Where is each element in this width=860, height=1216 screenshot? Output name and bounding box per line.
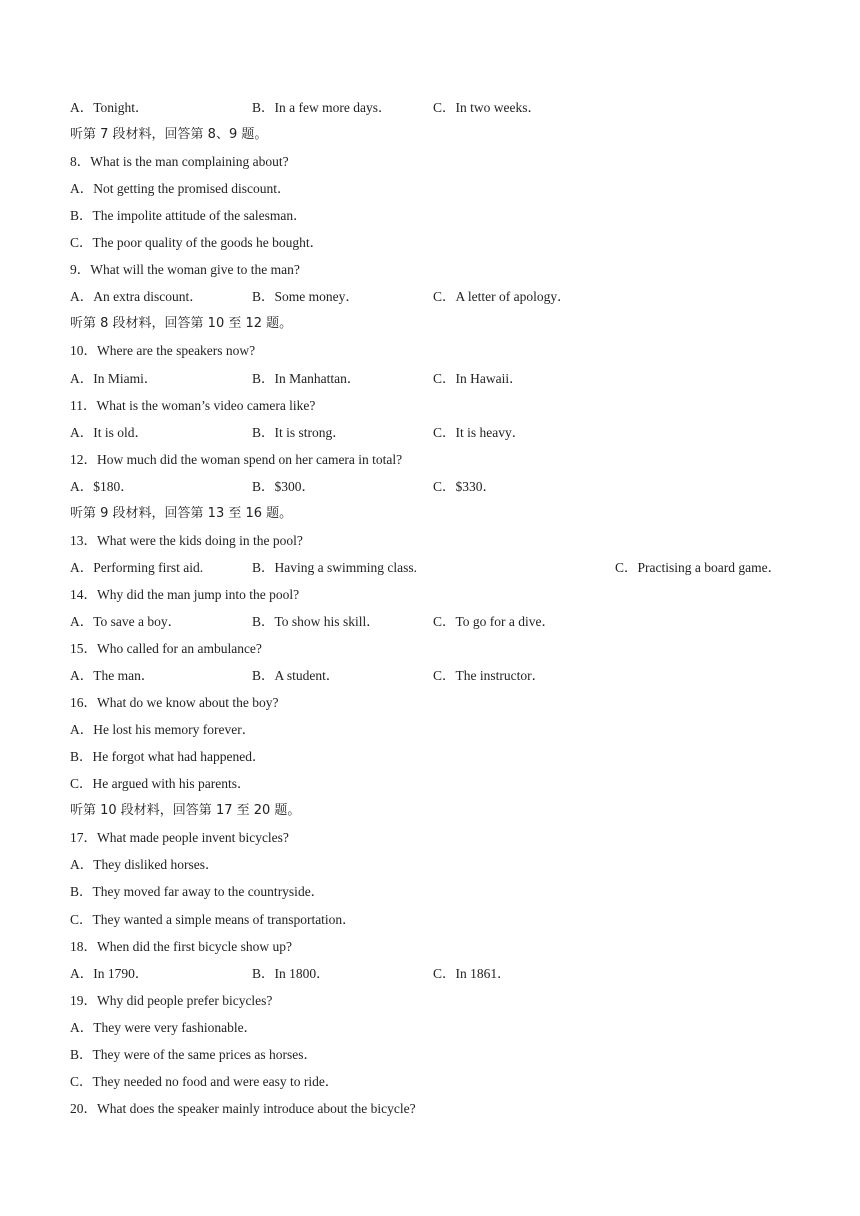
answer-option: A．He lost his memory forever． bbox=[70, 722, 256, 737]
answer-options-row bbox=[70, 558, 830, 578]
answer-option: C．In two weeks． bbox=[433, 100, 541, 115]
answer-option: C．$330． bbox=[433, 479, 497, 494]
answer-option: C．In 1861． bbox=[433, 966, 511, 981]
answer-option: B．Having a swimming class. bbox=[252, 560, 417, 575]
question-text: 15．Who called for an ambulance? bbox=[70, 641, 262, 656]
question-text: 20．What does the speaker mainly introduce about the bicycle? bbox=[70, 1101, 416, 1116]
answer-options-row bbox=[70, 98, 830, 118]
answer-option: B．The impolite attitude of the salesman． bbox=[70, 208, 307, 223]
answer-option: C．A letter of apology． bbox=[433, 289, 571, 304]
question-text: 19．Why did people prefer bicycles? bbox=[70, 993, 273, 1008]
answer-option: A．Not getting the promised discount． bbox=[70, 181, 291, 196]
answer-option: C．In Hawaii． bbox=[433, 371, 523, 386]
answer-option: C．They needed no food and were easy to ride． bbox=[70, 1074, 339, 1089]
question-text: 9．What will the woman give to the man? bbox=[70, 262, 300, 277]
section-instruction: 听第 7 段材料，回答第 8、9 题。 bbox=[70, 127, 268, 142]
section-instruction: 听第 10 段材料，回答第 17 至 20 题。 bbox=[70, 803, 301, 818]
answer-option: B．In Manhattan． bbox=[252, 371, 361, 386]
answer-option: C．To go for a dive． bbox=[433, 614, 556, 629]
answer-option: C．They wanted a simple means of transportation． bbox=[70, 912, 356, 927]
answer-option: C．The poor quality of the goods he bought． bbox=[70, 235, 324, 250]
answer-options-row bbox=[70, 423, 830, 443]
question-text: 17．What made people invent bicycles? bbox=[70, 830, 289, 845]
answer-option: C．It is heavy． bbox=[433, 425, 526, 440]
answer-option: A．They were very fashionable． bbox=[70, 1020, 258, 1035]
answer-option: A．The man． bbox=[70, 668, 155, 683]
question-text: 11．What is the woman’s video camera like? bbox=[70, 398, 316, 413]
answer-options-row bbox=[70, 666, 830, 686]
section-instruction: 听第 9 段材料，回答第 13 至 16 题。 bbox=[70, 506, 293, 521]
answer-option: A．$180． bbox=[70, 479, 134, 494]
answer-options-row bbox=[70, 369, 830, 389]
answer-option: B．Some money． bbox=[252, 289, 359, 304]
question-text: 12．How much did the woman spend on her camera in total? bbox=[70, 452, 403, 467]
answer-option: B．In 1800． bbox=[252, 966, 330, 981]
answer-option: C．He argued with his parents． bbox=[70, 776, 251, 791]
answer-option: A．In 1790． bbox=[70, 966, 149, 981]
answer-option: A．It is old． bbox=[70, 425, 149, 440]
answer-option: B．$300． bbox=[252, 479, 316, 494]
answer-option: B．To show his skill． bbox=[252, 614, 380, 629]
answer-option: B．They were of the same prices as horses． bbox=[70, 1047, 318, 1062]
answer-option: B．In a few more days． bbox=[252, 100, 392, 115]
answer-option: B．They moved far away to the countryside． bbox=[70, 884, 325, 899]
answer-option: B．It is strong． bbox=[252, 425, 346, 440]
answer-option: A．To save a boy． bbox=[70, 614, 182, 629]
answer-option: C．The instructor． bbox=[433, 668, 546, 683]
answer-option: B．He forgot what had happened． bbox=[70, 749, 266, 764]
answer-options-row bbox=[70, 964, 830, 984]
section-instruction: 听第 8 段材料，回答第 10 至 12 题。 bbox=[70, 316, 293, 331]
answer-option: C．Practising a board game． bbox=[615, 560, 782, 575]
answer-options-row bbox=[70, 477, 830, 497]
question-text: 8．What is the man complaining about? bbox=[70, 154, 289, 169]
answer-options-row bbox=[70, 287, 830, 307]
answer-option: B．A student． bbox=[252, 668, 340, 683]
answer-option: A．An extra discount． bbox=[70, 289, 203, 304]
answer-option: A．Performing first aid. bbox=[70, 560, 204, 575]
question-text: 18．When did the first bicycle show up? bbox=[70, 939, 292, 954]
question-text: 10．Where are the speakers now? bbox=[70, 343, 256, 358]
answer-option: A．Tonight． bbox=[70, 100, 149, 115]
question-text: 16．What do we know about the boy? bbox=[70, 695, 279, 710]
answer-option: A．In Miami． bbox=[70, 371, 158, 386]
answer-options-row bbox=[70, 612, 830, 632]
question-text: 14．Why did the man jump into the pool? bbox=[70, 587, 300, 602]
answer-option: A．They disliked horses． bbox=[70, 857, 219, 872]
question-text: 13．What were the kids doing in the pool? bbox=[70, 533, 303, 548]
